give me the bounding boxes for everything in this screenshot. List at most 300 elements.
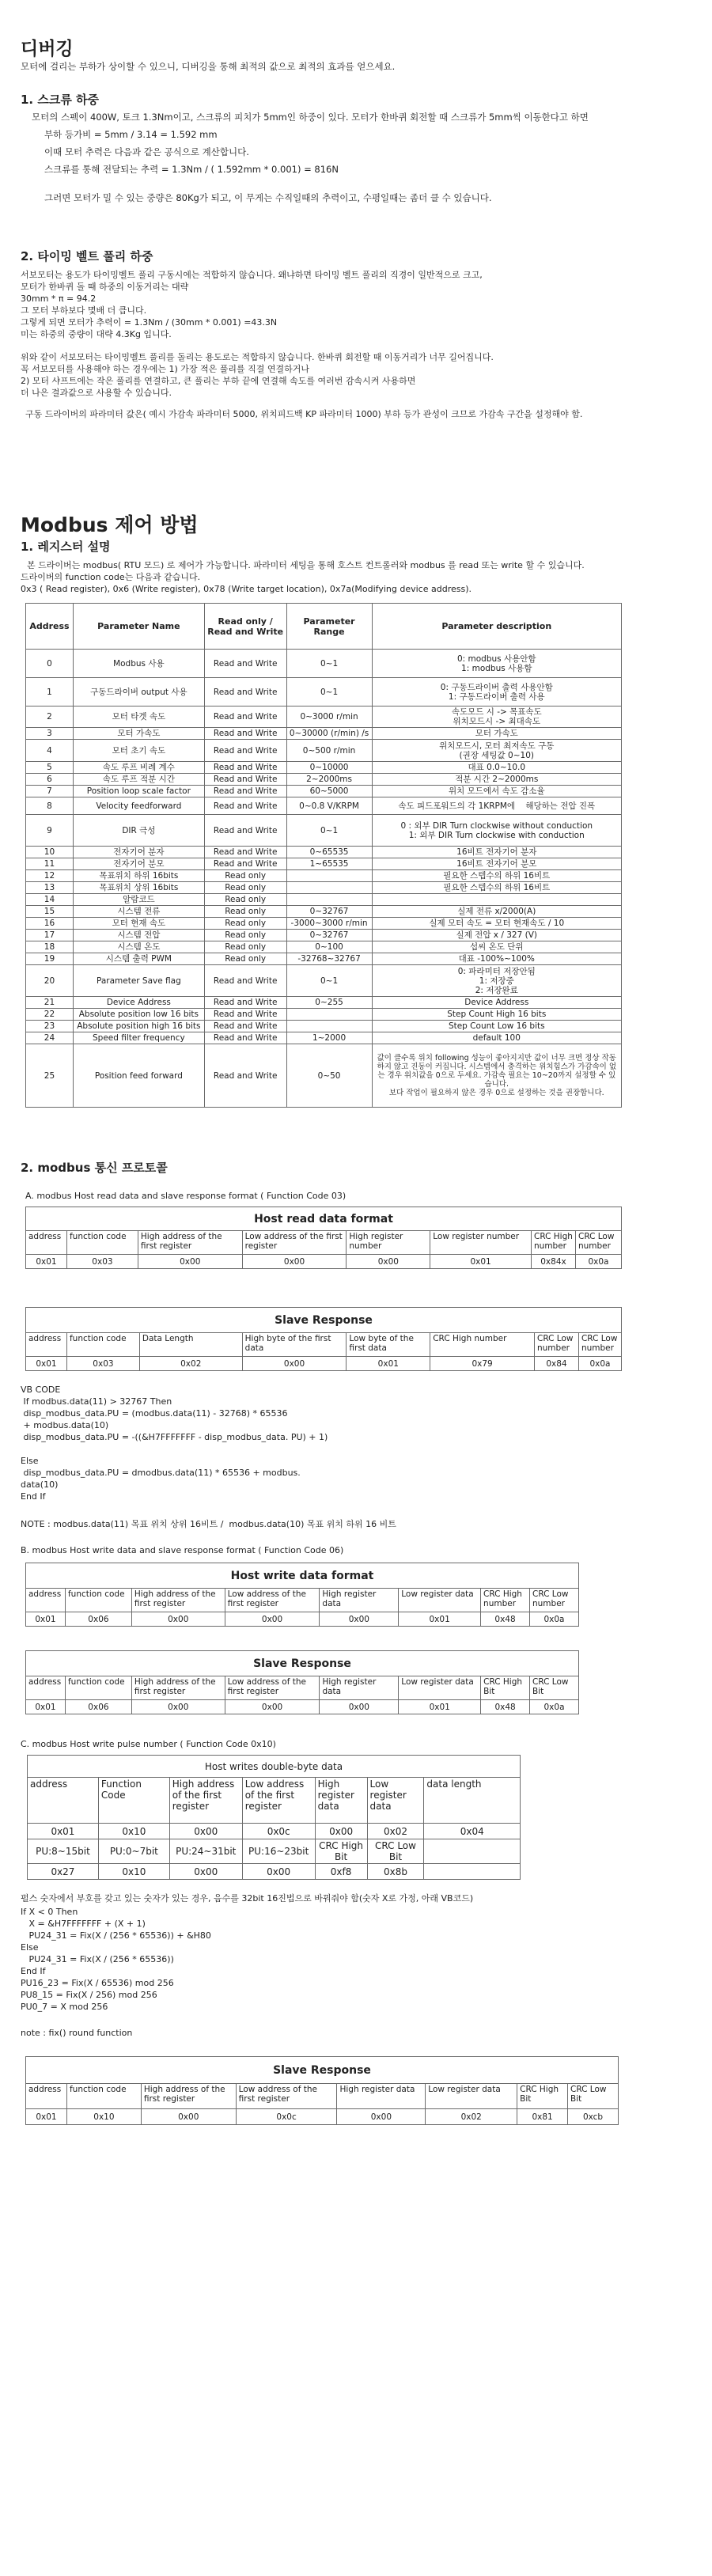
slave-response-c-header-cell: address bbox=[26, 2084, 67, 2109]
register-cell: Read only bbox=[204, 953, 286, 965]
host-write-header bbox=[26, 1589, 579, 1612]
register-cell: 17 bbox=[26, 930, 74, 941]
register-cell: 13 bbox=[26, 882, 74, 894]
host-pulse-row-cell: 0x02 bbox=[367, 1824, 424, 1839]
register-cell: Read only bbox=[204, 870, 286, 882]
register-cell: 시스템 전압 bbox=[73, 930, 204, 941]
vb-code-line: If modbus.data(11) > 32767 Then bbox=[21, 1396, 172, 1407]
host-pulse-row-cell: 0xf8 bbox=[315, 1864, 367, 1880]
pulley-line-3: 30mm * π = 94.2 bbox=[21, 294, 97, 304]
register-cell: 속도 루프 적분 시간 bbox=[73, 774, 204, 786]
host-write-header-cell: CRC Low number bbox=[530, 1589, 579, 1612]
pulley-line-2: 모터가 한바퀴 돌 때 하중의 이동거리는 대략 bbox=[21, 282, 189, 292]
debug-intro: 모터에 걸리는 부하가 상이할 수 있으니, 디버깅을 통해 최적의 값으로 최적의 효과를 얻으세요. bbox=[21, 61, 396, 72]
register-cell: 0~255 bbox=[286, 997, 372, 1009]
host-pulse-row-cell: 0x8b bbox=[367, 1864, 424, 1880]
register-cell: Absolute position high 16 bits bbox=[73, 1021, 204, 1032]
host-write-value-cell: 0x06 bbox=[65, 1612, 131, 1627]
register-cell: Read only bbox=[204, 882, 286, 894]
register-row bbox=[26, 847, 622, 858]
slave-response-c-header-cell: function code bbox=[66, 2084, 141, 2109]
register-row bbox=[26, 894, 622, 906]
host-write-header-cell: Low address of the first register bbox=[225, 1589, 320, 1612]
register-row bbox=[26, 906, 622, 918]
slave-response-c-header bbox=[26, 2084, 619, 2109]
register-cell: 4 bbox=[26, 740, 74, 762]
host-read-table bbox=[25, 1207, 622, 1269]
register-cell: Read and Write bbox=[204, 797, 286, 815]
caption-a: A. modbus Host read data and slave response format ( Function Code 03) bbox=[25, 1191, 347, 1201]
register-cell: 모터 가속도 bbox=[372, 728, 621, 740]
register-cell: 알람코드 bbox=[73, 894, 204, 906]
register-cell: Read and Write bbox=[204, 847, 286, 858]
register-cell: 전자기어 분모 bbox=[73, 858, 204, 870]
register-row bbox=[26, 1009, 622, 1021]
pulley-line-6: 미는 하중의 중량이 대략 4.3Kg 입니다. bbox=[21, 329, 172, 339]
host-read-header-cell: CRC Low number bbox=[575, 1231, 621, 1255]
slave-response-c-header-cell: CRC High Bit bbox=[517, 2084, 568, 2109]
register-cell: 0~1 bbox=[286, 965, 372, 997]
slave-response-c-table bbox=[25, 2056, 619, 2125]
register-cell: 2~2000ms bbox=[286, 774, 372, 786]
register-cell: 실제 전류 x/2000(A) bbox=[372, 906, 621, 918]
host-read-header-cell: High address of the first register bbox=[138, 1231, 242, 1255]
register-cell: 실제 전압 x / 327 (V) bbox=[372, 930, 621, 941]
slave-response-b-value-cell: 0x01 bbox=[399, 1700, 481, 1714]
register-line-2: 드라이버의 function code는 다음과 같습니다. bbox=[21, 572, 201, 582]
slave-response-c-header-cell: Low register data bbox=[426, 2084, 517, 2109]
host-pulse-header-cell: Low register data bbox=[367, 1778, 424, 1824]
host-pulse-row-cell: 0x0c bbox=[242, 1824, 315, 1839]
register-cell: Read and Write bbox=[204, 997, 286, 1009]
c-code-line: End If bbox=[21, 1966, 46, 1976]
slave-response-c-header-cell: High register data bbox=[337, 2084, 426, 2109]
host-pulse-row bbox=[28, 1839, 521, 1864]
host-pulse-row-cell bbox=[424, 1864, 521, 1880]
register-cell: Step Count Low 16 bits bbox=[372, 1021, 621, 1032]
register-cell: 목표위치 하위 16bits bbox=[73, 870, 204, 882]
register-cell: 2 bbox=[26, 707, 74, 728]
host-write-value-cell: 0x01 bbox=[26, 1612, 66, 1627]
slave-response-a-header-cell: CRC High number bbox=[430, 1333, 535, 1357]
register-row bbox=[26, 930, 622, 941]
host-read-value-cell: 0x0a bbox=[575, 1255, 621, 1269]
register-cell: 대표 -100%~100% bbox=[372, 953, 621, 965]
register-cell: default 100 bbox=[372, 1032, 621, 1044]
host-read-value-cell: 0x03 bbox=[66, 1255, 138, 1269]
host-write-value-cell: 0x00 bbox=[320, 1612, 399, 1627]
slave-response-b-table bbox=[25, 1650, 579, 1714]
slave-response-b-header bbox=[26, 1676, 579, 1700]
screw-line-1: 모터의 스펙이 400W, 토크 1.3Nm이고, 스크류의 피치가 5mm인 하중이 있다. 모터가 한바퀴 회전할 때 스크류가 5mm씩 이동한다고 하면 bbox=[32, 112, 589, 123]
register-row bbox=[26, 762, 622, 774]
register-cell: 3 bbox=[26, 728, 74, 740]
vb-code-line: disp_modbus_data.PU = -((&H7FFFFFFF - disp_modbus_data. PU) + 1) bbox=[21, 1432, 328, 1442]
register-line-3: 0x3 ( Read register), 0x6 (Write register), 0x78 (Write target location), 0x7a(Modifying device address). bbox=[21, 584, 472, 594]
host-pulse-row-cell bbox=[424, 1839, 521, 1864]
register-cell: 6 bbox=[26, 774, 74, 786]
register-row bbox=[26, 941, 622, 953]
slave-response-b-title: Slave Response bbox=[26, 1651, 579, 1676]
slave-response-b-header-cell: CRC Low Bit bbox=[530, 1676, 579, 1700]
register-row bbox=[26, 953, 622, 965]
col-parameter-name: Parameter Name bbox=[73, 604, 204, 650]
protocol-heading: 2. modbus 통신 프로토콜 bbox=[21, 1161, 168, 1175]
register-cell: Modbus 사용 bbox=[73, 650, 204, 678]
register-cell: DIR 극성 bbox=[73, 815, 204, 847]
register-table bbox=[25, 603, 622, 1108]
register-cell: 9 bbox=[26, 815, 74, 847]
slave-response-a-title: Slave Response bbox=[26, 1308, 622, 1333]
register-row bbox=[26, 1021, 622, 1032]
register-cell: 0: 파라미터 저장안됨 1: 저장중 2: 저장완료 bbox=[372, 965, 621, 997]
register-cell: Read and Write bbox=[204, 1009, 286, 1021]
host-pulse-row-cell: 0x10 bbox=[98, 1864, 169, 1880]
register-row bbox=[26, 870, 622, 882]
register-cell: 실제 모터 속도 = 모터 현재속도 / 10 bbox=[372, 918, 621, 930]
col-parameter-description: Parameter description bbox=[372, 604, 621, 650]
slave-response-c-value-cell: 0x10 bbox=[66, 2109, 141, 2125]
slave-response-a-value-cell: 0x02 bbox=[139, 1357, 242, 1371]
pulley-after-4: 더 나은 결과값으로 사용할 수 있습니다. bbox=[21, 388, 172, 398]
register-cell: 속도 피드포워드의 각 1KRPM에 해당하는 전압 진폭 bbox=[372, 797, 621, 815]
c-code-line: PU8_15 = Fix(X / 256) mod 256 bbox=[21, 1990, 157, 2000]
host-write-value-cell: 0x0a bbox=[530, 1612, 579, 1627]
register-cell: 11 bbox=[26, 858, 74, 870]
slave-response-c-value-cell: 0x01 bbox=[26, 2109, 67, 2125]
host-write-table bbox=[25, 1563, 579, 1627]
register-row bbox=[26, 774, 622, 786]
pulley-after-1: 위와 같이 서보모터는 타이밍벨트 풀리를 돌리는 용도로는 적합하지 않습니다. 한바퀴 회전할 때 이동거리가 너무 길어집니다. bbox=[21, 352, 494, 362]
slave-response-b-value-cell: 0x00 bbox=[131, 1700, 225, 1714]
col-read-write: Read only / Read and Write bbox=[204, 604, 286, 650]
register-cell: -32768~32767 bbox=[286, 953, 372, 965]
register-cell bbox=[286, 1009, 372, 1021]
host-pulse-table bbox=[27, 1755, 521, 1880]
register-cell: 시스템 전류 bbox=[73, 906, 204, 918]
register-cell bbox=[286, 870, 372, 882]
register-cell: 0~30000 (r/min) /s bbox=[286, 728, 372, 740]
slave-response-b-header-cell: CRC High Bit bbox=[481, 1676, 530, 1700]
register-cell: 1~65535 bbox=[286, 858, 372, 870]
register-cell: 0~1 bbox=[286, 815, 372, 847]
pulley-line-4: 그 모터 부하보다 몇배 더 큽니다. bbox=[21, 305, 147, 316]
register-header-row bbox=[26, 604, 622, 650]
host-read-header-cell: Low address of the first register bbox=[242, 1231, 347, 1255]
register-row bbox=[26, 740, 622, 762]
vb-code-line: VB CODE bbox=[21, 1385, 61, 1395]
register-cell: Read and Write bbox=[204, 815, 286, 847]
slave-response-b-header-cell: Low address of the first register bbox=[225, 1676, 320, 1700]
host-write-header-cell: High register data bbox=[320, 1589, 399, 1612]
host-write-value-cell: 0x00 bbox=[131, 1612, 225, 1627]
register-cell: 16비트 전자기어 분모 bbox=[372, 858, 621, 870]
col-parameter-range: Parameter Range bbox=[286, 604, 372, 650]
host-pulse-row-cell: 0x00 bbox=[169, 1864, 242, 1880]
register-cell: 1~2000 bbox=[286, 1032, 372, 1044]
register-cell: 7 bbox=[26, 786, 74, 797]
register-cell: 18 bbox=[26, 941, 74, 953]
host-pulse-title: Host writes double-byte data bbox=[28, 1756, 521, 1778]
modbus-title: Modbus 제어 방법 bbox=[21, 513, 199, 536]
host-read-value-cell: 0x00 bbox=[138, 1255, 242, 1269]
register-cell: 20 bbox=[26, 965, 74, 997]
register-cell: 0~0.8 V/KRPM bbox=[286, 797, 372, 815]
register-cell: 모터 초기 속도 bbox=[73, 740, 204, 762]
host-read-value-cell: 0x84x bbox=[532, 1255, 576, 1269]
register-cell: 속도모드 시 -> 목표속도 위치모드시 -> 최대속도 bbox=[372, 707, 621, 728]
screw-after: 그러면 모터가 밀 수 있는 중량은 80Kg가 되고, 이 무게는 수직일때의 추력이고, 수평일때는 좀더 클 수 있습니다. bbox=[44, 192, 492, 203]
slave-response-b-header-cell: High address of the first register bbox=[131, 1676, 225, 1700]
host-pulse-row-cell: 0x27 bbox=[28, 1864, 99, 1880]
host-write-header-cell: function code bbox=[65, 1589, 131, 1612]
register-cell bbox=[372, 894, 621, 906]
host-write-value-cell: 0x01 bbox=[399, 1612, 481, 1627]
host-read-value-cell: 0x00 bbox=[347, 1255, 430, 1269]
slave-response-a-header-cell: CRC Low number bbox=[535, 1333, 579, 1357]
c-vb-code-block bbox=[21, 1906, 698, 2013]
register-cell: Read only bbox=[204, 918, 286, 930]
host-read-header-cell: High register number bbox=[347, 1231, 430, 1255]
register-row bbox=[26, 815, 622, 847]
register-cell: 값이 클수록 위치 following 성능이 좋아지지만 값이 너무 크면 정상 작동하지 않고 진동이 커집니다. 시스템에서 충격하는 위치힘스가 가감속이 없는 경우 위치값을 0으로 두세요. 가감속 필요는 10~20까지 설정할 수 있습니다. 보다 작업이 필요하지 않은 경우 0으로 설정하는 것을 권장합니다. bbox=[372, 1044, 621, 1108]
host-read-value-cell: 0x00 bbox=[242, 1255, 347, 1269]
host-pulse-row-cell: 0x00 bbox=[315, 1824, 367, 1839]
slave-response-b-value-cell: 0x01 bbox=[26, 1700, 66, 1714]
register-cell: Read and Write bbox=[204, 774, 286, 786]
register-cell bbox=[286, 894, 372, 906]
host-write-title: Host write data format bbox=[26, 1563, 579, 1589]
register-cell: 12 bbox=[26, 870, 74, 882]
slave-response-a-value-cell: 0x01 bbox=[347, 1357, 430, 1371]
register-cell: 10 bbox=[26, 847, 74, 858]
host-pulse-header-cell: Function Code bbox=[98, 1778, 169, 1824]
register-cell: 모터 타겟 속도 bbox=[73, 707, 204, 728]
slave-response-b-value-cell: 0x06 bbox=[65, 1700, 131, 1714]
register-cell: 8 bbox=[26, 797, 74, 815]
host-pulse-row-cell: CRC Low Bit bbox=[367, 1839, 424, 1864]
slave-response-c-value-cell: 0x02 bbox=[426, 2109, 517, 2125]
register-cell: 모터 현재 속도 bbox=[73, 918, 204, 930]
host-read-header-cell: CRC High number bbox=[532, 1231, 576, 1255]
slave-response-b-value-cell: 0x00 bbox=[320, 1700, 399, 1714]
register-cell: 23 bbox=[26, 1021, 74, 1032]
register-row bbox=[26, 707, 622, 728]
register-cell: Read only bbox=[204, 930, 286, 941]
slave-response-c-header-cell: High address of the first register bbox=[141, 2084, 236, 2109]
register-row bbox=[26, 997, 622, 1009]
c-code-line: PU16_23 = Fix(X / 65536) mod 256 bbox=[21, 1978, 174, 1988]
register-row bbox=[26, 882, 622, 894]
register-cell: 위치 모드에서 속도 감소율 bbox=[372, 786, 621, 797]
vb-code-line: Else bbox=[21, 1456, 39, 1466]
register-cell: 적분 시간 2~2000ms bbox=[372, 774, 621, 786]
screw-line-3: 이때 모터 추력은 다음과 같은 공식으로 계산합니다. bbox=[44, 146, 249, 157]
host-pulse-row bbox=[28, 1864, 521, 1880]
host-read-value bbox=[26, 1255, 622, 1269]
host-write-header-cell: address bbox=[26, 1589, 66, 1612]
register-cell: Read and Write bbox=[204, 728, 286, 740]
register-cell: Read and Write bbox=[204, 678, 286, 707]
host-read-value-cell: 0x01 bbox=[26, 1255, 67, 1269]
host-pulse-row-cell: PU:24~31bit bbox=[169, 1839, 242, 1864]
pulley-after-2: 꼭 서보모터를 사용해야 하는 경우에는 1) 가장 적은 풀리를 직결 연결하거나 bbox=[21, 364, 310, 374]
vb-code-line: disp_modbus_data.PU = (modbus.data(11) - 32768) * 65536 bbox=[21, 1408, 288, 1419]
host-pulse-header-cell: Low address of the first register bbox=[242, 1778, 315, 1824]
host-pulse-row-cell: 0x00 bbox=[169, 1824, 242, 1839]
host-write-value-cell: 0x00 bbox=[225, 1612, 320, 1627]
register-row bbox=[26, 797, 622, 815]
register-cell bbox=[286, 882, 372, 894]
register-cell: Read only bbox=[204, 906, 286, 918]
register-cell: 목표위치 상위 16bits bbox=[73, 882, 204, 894]
note-2: note : fix() round function bbox=[21, 2028, 133, 2038]
register-cell: Read and Write bbox=[204, 762, 286, 774]
register-cell: 0~32767 bbox=[286, 906, 372, 918]
register-cell: Velocity feedforward bbox=[73, 797, 204, 815]
register-cell: 위치모드시, 모터 최저속도 구동 (권장 세팅값 0~10) bbox=[372, 740, 621, 762]
register-cell: 16 bbox=[26, 918, 74, 930]
pulley-after-3: 2) 모터 샤프트에는 작은 풀리를 연결하고, 큰 풀리는 부하 끝에 연결해 속도를 여러번 감속시켜 사용하면 bbox=[21, 376, 416, 386]
slave-response-b-value-cell: 0x00 bbox=[225, 1700, 320, 1714]
register-row bbox=[26, 1044, 622, 1108]
register-cell: Parameter Save flag bbox=[73, 965, 204, 997]
slave-response-a-value-cell: 0x0a bbox=[578, 1357, 621, 1371]
vb-code-line: data(10) bbox=[21, 1479, 59, 1490]
c-code-line: If X < 0 Then bbox=[21, 1907, 78, 1917]
register-cell: 0~50 bbox=[286, 1044, 372, 1108]
register-cell: 0~32767 bbox=[286, 930, 372, 941]
slave-response-a-value-cell: 0x01 bbox=[26, 1357, 67, 1371]
register-cell: 0: modbus 사용안함 1: modbus 사용함 bbox=[372, 650, 621, 678]
slave-response-a-value-cell: 0x03 bbox=[66, 1357, 139, 1371]
register-cell: Position loop scale factor bbox=[73, 786, 204, 797]
register-cell: 0 : 외부 DIR Turn clockwise without conduction 1: 외부 DIR Turn clockwise with conduction bbox=[372, 815, 621, 847]
host-write-value-cell: 0x48 bbox=[481, 1612, 530, 1627]
register-cell: Step Count High 16 bits bbox=[372, 1009, 621, 1021]
register-cell: 시스템 출력 PWM bbox=[73, 953, 204, 965]
register-cell: 21 bbox=[26, 997, 74, 1009]
host-write-header-cell: High address of the first register bbox=[131, 1589, 225, 1612]
c-description: 펄스 숫자에서 부호를 갖고 있는 숫자가 있는 경우, 음수를 32bit 16진법으로 바꿔줘야 함(숫자 X로 가정, 아래 VB코드) bbox=[21, 1893, 474, 1904]
slave-response-c-header-cell: CRC Low Bit bbox=[568, 2084, 619, 2109]
register-cell: 모터 가속도 bbox=[73, 728, 204, 740]
register-cell: 0~10000 bbox=[286, 762, 372, 774]
register-cell: 0~1 bbox=[286, 678, 372, 707]
vb-code-block bbox=[21, 1384, 698, 1502]
slave-response-b-header-cell: function code bbox=[65, 1676, 131, 1700]
register-cell: Read and Write bbox=[204, 740, 286, 762]
pulley-note: 구동 드라이버의 파라미터 값은( 예시 가감속 파라미터 5000, 위치피드백 KP 파라미터 1000) 부하 등가 관성이 크므로 가감속 구간을 설정해야 함. bbox=[25, 409, 583, 419]
register-cell: Read and Write bbox=[204, 1044, 286, 1108]
host-read-header bbox=[26, 1231, 622, 1255]
register-cell: 0~100 bbox=[286, 941, 372, 953]
vb-code-line bbox=[21, 1443, 698, 1455]
slave-response-a-value bbox=[26, 1357, 622, 1371]
register-cell: Speed filter frequency bbox=[73, 1032, 204, 1044]
host-write-header-cell: CRC High number bbox=[481, 1589, 530, 1612]
host-pulse-row-cell: 0x04 bbox=[424, 1824, 521, 1839]
host-read-title: Host read data format bbox=[26, 1207, 622, 1231]
host-pulse-row-cell: 0x01 bbox=[28, 1824, 99, 1839]
slave-response-a-table bbox=[25, 1307, 622, 1371]
slave-response-c-value-cell: 0x0c bbox=[236, 2109, 337, 2125]
c-code-line: PU24_31 = Fix(X / (256 * 65536)) + &H80 bbox=[21, 1930, 211, 1941]
register-row bbox=[26, 678, 622, 707]
slave-response-c-value-cell: 0x81 bbox=[517, 2109, 568, 2125]
slave-response-c-title: Slave Response bbox=[26, 2057, 619, 2084]
host-pulse-row-cell: PU:0~7bit bbox=[98, 1839, 169, 1864]
register-heading: 1. 레지스터 설명 bbox=[21, 540, 111, 554]
register-cell: Read and Write bbox=[204, 786, 286, 797]
vb-code-line: disp_modbus_data.PU = dmodbus.data(11) * 65536 + modbus. bbox=[21, 1468, 301, 1478]
slave-response-a-header bbox=[26, 1333, 622, 1357]
register-cell: 19 bbox=[26, 953, 74, 965]
slave-response-a-value-cell: 0x79 bbox=[430, 1357, 535, 1371]
host-write-value bbox=[26, 1612, 579, 1627]
register-cell: 14 bbox=[26, 894, 74, 906]
slave-response-a-header-cell: CRC Low number bbox=[578, 1333, 621, 1357]
host-read-header-cell: function code bbox=[66, 1231, 138, 1255]
register-row bbox=[26, 786, 622, 797]
register-cell: 전자기어 분자 bbox=[73, 847, 204, 858]
register-cell: 필요한 스텝수의 하위 16비트 bbox=[372, 882, 621, 894]
screw-line-4: 스크류를 통해 전달되는 추력 = 1.3Nm / ( 1.592mm * 0.001) = 816N bbox=[44, 164, 339, 175]
register-cell: 구동드라이버 output 사용 bbox=[73, 678, 204, 707]
register-cell: Read and Write bbox=[204, 1021, 286, 1032]
c-code-line: PU0_7 = X mod 256 bbox=[21, 2002, 108, 2012]
slave-response-b-header-cell: Low register data bbox=[399, 1676, 481, 1700]
register-cell: 22 bbox=[26, 1009, 74, 1021]
register-cell: 24 bbox=[26, 1032, 74, 1044]
register-cell: 16비트 전자기어 분자 bbox=[372, 847, 621, 858]
host-pulse-row-cell: CRC High Bit bbox=[315, 1839, 367, 1864]
host-pulse-row-cell: 0x00 bbox=[242, 1864, 315, 1880]
register-cell: Device Address bbox=[73, 997, 204, 1009]
register-cell: 0~65535 bbox=[286, 847, 372, 858]
register-cell: 시스템 온도 bbox=[73, 941, 204, 953]
register-cell: Read and Write bbox=[204, 1032, 286, 1044]
vb-code-line: + modbus.data(10) bbox=[21, 1420, 109, 1430]
register-row bbox=[26, 858, 622, 870]
register-cell: Device Address bbox=[372, 997, 621, 1009]
slave-response-a-value-cell: 0x84 bbox=[535, 1357, 579, 1371]
register-cell: Read and Write bbox=[204, 650, 286, 678]
register-cell: 0: 구동드라이버 출력 사용안함 1: 구동드라이버 출력 사용 bbox=[372, 678, 621, 707]
host-pulse-row-cell: PU:16~23bit bbox=[242, 1839, 315, 1864]
slave-response-a-header-cell: Low byte of the first data bbox=[347, 1333, 430, 1357]
host-pulse-header-cell: data length bbox=[424, 1778, 521, 1824]
register-row bbox=[26, 918, 622, 930]
vb-code-line: End If bbox=[21, 1491, 46, 1502]
slave-response-b-header-cell: High register data bbox=[320, 1676, 399, 1700]
register-cell: 속도 루프 비례 계수 bbox=[73, 762, 204, 774]
host-pulse-header-cell: High address of the first register bbox=[169, 1778, 242, 1824]
register-line-1: 본 드라이버는 modbus( RTU 모드) 로 제어가 가능합니다. 파라미터 세팅을 통해 호스트 컨트롤러와 modbus 를 read 또는 write 할 수 있습니다. bbox=[27, 560, 585, 570]
register-cell: 60~5000 bbox=[286, 786, 372, 797]
register-cell: Read and Write bbox=[204, 707, 286, 728]
slave-response-a-header-cell: address bbox=[26, 1333, 67, 1357]
screw-line-2: 부하 등가비 = 5mm / 3.14 = 1.592 mm bbox=[44, 129, 218, 140]
host-pulse-row bbox=[28, 1824, 521, 1839]
caption-b: B. modbus Host write data and slave response format ( Function Code 06) bbox=[21, 1545, 344, 1555]
host-pulse-header bbox=[28, 1778, 521, 1824]
register-row bbox=[26, 728, 622, 740]
slave-response-b-header-cell: address bbox=[26, 1676, 66, 1700]
host-read-header-cell: Low register number bbox=[430, 1231, 532, 1255]
pulley-line-5: 그렇게 되면 모터가 추력이 = 1.3Nm / (30mm * 0.001) =43.3N bbox=[21, 317, 278, 328]
register-cell: Read only bbox=[204, 941, 286, 953]
